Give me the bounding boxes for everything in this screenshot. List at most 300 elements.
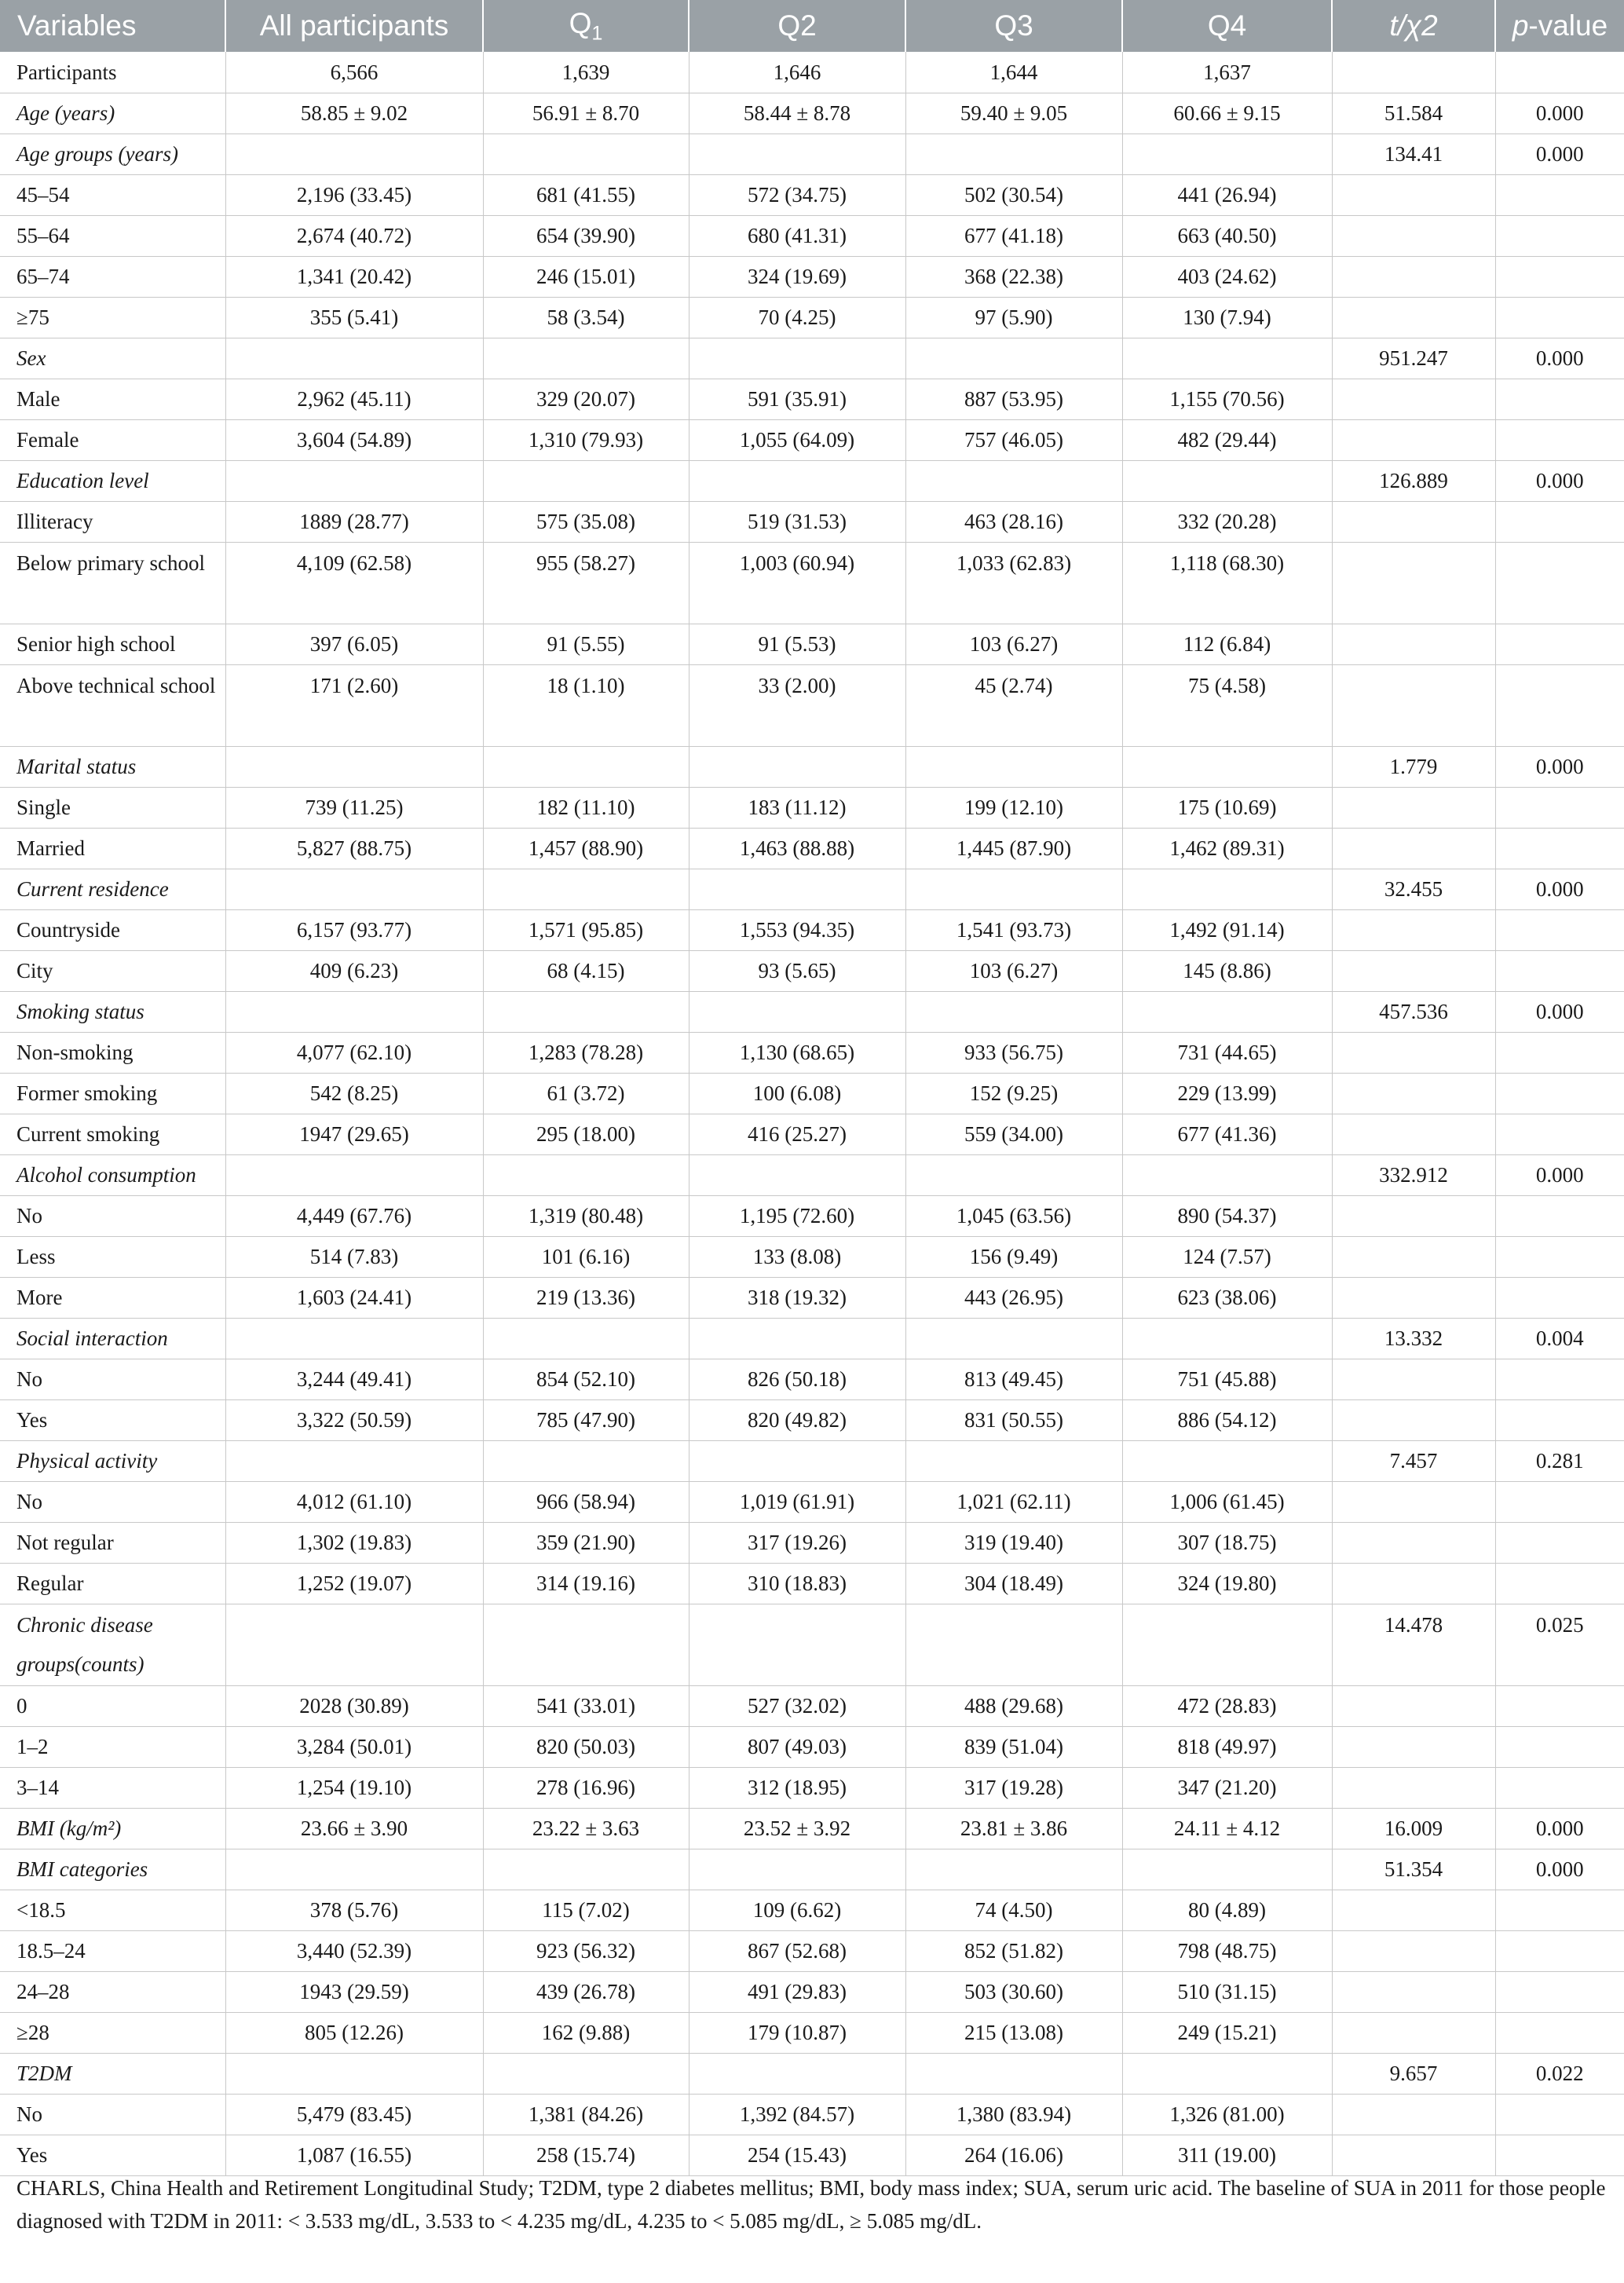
cell-p-value: 0.004: [1495, 1318, 1624, 1359]
cell-statistic: [1332, 256, 1495, 297]
cell-q4: 751 (45.88): [1122, 1359, 1332, 1399]
cell-q2: 416 (25.27): [689, 1114, 905, 1154]
cell-p-value: 0.000: [1495, 338, 1624, 379]
cell-all-participants: 4,109 (62.58): [225, 542, 483, 624]
cell-q2: [689, 1318, 905, 1359]
cell-p-value: [1495, 1563, 1624, 1604]
cell-all-participants: 6,566: [225, 52, 483, 93]
table-row: [0, 419, 1624, 460]
table-row: [0, 746, 1624, 787]
cell-q3: [905, 338, 1122, 379]
table-row: [0, 52, 1624, 93]
cell-q3: 215 (13.08): [905, 2012, 1122, 2053]
cell-p-value: [1495, 1767, 1624, 1808]
cell-statistic: 13.332: [1332, 1318, 1495, 1359]
table-row: [0, 787, 1624, 828]
cell-q4: 1,118 (68.30): [1122, 542, 1332, 624]
cell-q1: 575 (35.08): [483, 501, 689, 542]
cell-q3: 1,445 (87.90): [905, 828, 1122, 869]
cell-statistic: [1332, 1685, 1495, 1726]
cell-q3: 152 (9.25): [905, 1073, 1122, 1114]
cell-p-value: [1495, 1685, 1624, 1726]
cell-q2: 680 (41.31): [689, 215, 905, 256]
cell-q2: [689, 1849, 905, 1890]
cell-q1: 439 (26.78): [483, 1971, 689, 2012]
cell-all-participants: 4,077 (62.10): [225, 1032, 483, 1073]
cell-statistic: [1332, 501, 1495, 542]
cell-all-participants: 514 (7.83): [225, 1236, 483, 1277]
cell-q2: 1,130 (68.65): [689, 1032, 905, 1073]
cell-all-participants: [225, 746, 483, 787]
cell-all-participants: [225, 338, 483, 379]
cell-all-participants: [225, 1849, 483, 1890]
table-row: [0, 1685, 1624, 1726]
cell-q1: 1,381 (84.26): [483, 2094, 689, 2135]
cell-p-value: [1495, 1032, 1624, 1073]
cell-statistic: [1332, 542, 1495, 624]
cell-q2: [689, 2053, 905, 2094]
header-q1: $Q_1$: [483, 0, 689, 52]
cell-q4: 130 (7.94): [1122, 297, 1332, 338]
cell-all-participants: 397 (6.05): [225, 624, 483, 664]
table-row: [0, 1767, 1624, 1808]
cell-q4: [1122, 460, 1332, 501]
cell-all-participants: 1,341 (20.42): [225, 256, 483, 297]
cell-q4: 1,637: [1122, 52, 1332, 93]
cell-statistic: 16.009: [1332, 1808, 1495, 1849]
cell-q2: 867 (52.68): [689, 1930, 905, 1971]
cell-q3: 502 (30.54): [905, 174, 1122, 215]
cell-all-participants: 23.66 ± 3.90: [225, 1808, 483, 1849]
cell-statistic: 14.478: [1332, 1604, 1495, 1685]
cell-q2: [689, 991, 905, 1032]
cell-statistic: [1332, 1277, 1495, 1318]
table-row: [0, 2135, 1624, 2175]
cell-q2: 1,003 (60.94): [689, 542, 905, 624]
cell-statistic: [1332, 2094, 1495, 2135]
cell-q4: [1122, 1440, 1332, 1481]
cell-all-participants: 739 (11.25): [225, 787, 483, 828]
cell-variable: BMI (kg/m²): [0, 1808, 225, 1849]
cell-q3: 1,380 (83.94): [905, 2094, 1122, 2135]
cell-p-value: [1495, 297, 1624, 338]
cell-q4: 1,155 (70.56): [1122, 379, 1332, 419]
cell-q2: 183 (11.12): [689, 787, 905, 828]
cell-q4: [1122, 1604, 1332, 1685]
cell-q3: [905, 991, 1122, 1032]
cell-p-value: [1495, 174, 1624, 215]
table-row: [0, 909, 1624, 950]
cell-all-participants: 1,252 (19.07): [225, 1563, 483, 1604]
cell-variable: Education level: [0, 460, 225, 501]
table-row: [0, 542, 1624, 624]
cell-all-participants: 6,157 (93.77): [225, 909, 483, 950]
table-row: [0, 134, 1624, 174]
cell-variable: 3–14: [0, 1767, 225, 1808]
cell-statistic: [1332, 419, 1495, 460]
cell-statistic: [1332, 624, 1495, 664]
cell-p-value: [1495, 256, 1624, 297]
cell-q1: 1,571 (95.85): [483, 909, 689, 950]
cell-q3: 677 (41.18): [905, 215, 1122, 256]
cell-q3: 59.40 ± 9.05: [905, 93, 1122, 134]
cell-all-participants: [225, 1440, 483, 1481]
cell-q4: 60.66 ± 9.15: [1122, 93, 1332, 134]
cell-q1: [483, 460, 689, 501]
cell-q2: 23.52 ± 3.92: [689, 1808, 905, 1849]
cell-all-participants: 171 (2.60): [225, 664, 483, 746]
cell-variable: Age groups (years): [0, 134, 225, 174]
cell-q1: 18 (1.10): [483, 664, 689, 746]
cell-variable: Male: [0, 379, 225, 419]
cell-statistic: [1332, 1073, 1495, 1114]
cell-q4: 124 (7.57): [1122, 1236, 1332, 1277]
table-row: [0, 297, 1624, 338]
cell-q3: 443 (26.95): [905, 1277, 1122, 1318]
cell-q2: 491 (29.83): [689, 1971, 905, 2012]
cell-statistic: [1332, 1399, 1495, 1440]
table-row: [0, 460, 1624, 501]
cell-p-value: [1495, 1890, 1624, 1930]
cell-q4: [1122, 869, 1332, 909]
cell-q4: 510 (31.15): [1122, 1971, 1332, 2012]
cell-q1: 58 (3.54): [483, 297, 689, 338]
cell-p-value: [1495, 379, 1624, 419]
cell-variable: Participants: [0, 52, 225, 93]
cell-variable: Marital status: [0, 746, 225, 787]
cell-q3: 45 (2.74): [905, 664, 1122, 746]
cell-q2: 58.44 ± 8.78: [689, 93, 905, 134]
cell-q4: 229 (13.99): [1122, 1073, 1332, 1114]
cell-q3: 319 (19.40): [905, 1522, 1122, 1563]
cell-q4: [1122, 1154, 1332, 1195]
cell-q3: 304 (18.49): [905, 1563, 1122, 1604]
cell-q2: 179 (10.87): [689, 2012, 905, 2053]
header-row: [0, 0, 1624, 52]
cell-q3: 103 (6.27): [905, 624, 1122, 664]
cell-p-value: [1495, 1399, 1624, 1440]
cell-all-participants: 1,254 (19.10): [225, 1767, 483, 1808]
cell-q4: 890 (54.37): [1122, 1195, 1332, 1236]
cell-q3: [905, 869, 1122, 909]
cell-statistic: [1332, 2135, 1495, 2175]
cell-p-value: 0.022: [1495, 2053, 1624, 2094]
cell-q2: 1,195 (72.60): [689, 1195, 905, 1236]
cell-p-value: 0.000: [1495, 869, 1624, 909]
cell-statistic: 51.354: [1332, 1849, 1495, 1890]
cell-q4: 311 (19.00): [1122, 2135, 1332, 2175]
cell-q3: [905, 1604, 1122, 1685]
cell-all-participants: 4,449 (67.76): [225, 1195, 483, 1236]
cell-variable: Not regular: [0, 1522, 225, 1563]
table-row: [0, 2012, 1624, 2053]
cell-variable: Female: [0, 419, 225, 460]
cell-q1: 1,639: [483, 52, 689, 93]
cell-all-participants: 3,244 (49.41): [225, 1359, 483, 1399]
cell-q3: 1,541 (93.73): [905, 909, 1122, 950]
header-q3: Q3: [905, 0, 1122, 52]
table-row: [0, 828, 1624, 869]
cell-q3: 97 (5.90): [905, 297, 1122, 338]
table-row: [0, 991, 1624, 1032]
cell-variable: <18.5: [0, 1890, 225, 1930]
cell-q4: 24.11 ± 4.12: [1122, 1808, 1332, 1849]
cell-all-participants: 1943 (29.59): [225, 1971, 483, 2012]
cell-q1: [483, 1604, 689, 1685]
cell-variable: No: [0, 2094, 225, 2135]
cell-variable: Physical activity: [0, 1440, 225, 1481]
cell-q3: 317 (19.28): [905, 1767, 1122, 1808]
cell-q1: 541 (33.01): [483, 1685, 689, 1726]
cell-q2: [689, 1154, 905, 1195]
cell-q2: [689, 869, 905, 909]
cell-variable: ≥75: [0, 297, 225, 338]
table-body: [0, 52, 1624, 2175]
cell-p-value: [1495, 1073, 1624, 1114]
cell-p-value: [1495, 1522, 1624, 1563]
cell-q1: 681 (41.55): [483, 174, 689, 215]
cell-q4: 403 (24.62): [1122, 256, 1332, 297]
cell-q3: 831 (50.55): [905, 1399, 1122, 1440]
cell-p-value: [1495, 1236, 1624, 1277]
cell-variable: Former smoking: [0, 1073, 225, 1114]
table-row: [0, 1481, 1624, 1522]
cell-variable: Married: [0, 828, 225, 869]
cell-q4: 886 (54.12): [1122, 1399, 1332, 1440]
cell-statistic: 32.455: [1332, 869, 1495, 909]
cell-statistic: [1332, 909, 1495, 950]
cell-all-participants: 3,440 (52.39): [225, 1930, 483, 1971]
header-q4: Q4: [1122, 0, 1332, 52]
cell-q4: 818 (49.97): [1122, 1726, 1332, 1767]
cell-p-value: [1495, 52, 1624, 93]
cell-statistic: 51.584: [1332, 93, 1495, 134]
cell-q1: 785 (47.90): [483, 1399, 689, 1440]
table-row: [0, 1440, 1624, 1481]
cell-q3: [905, 1849, 1122, 1890]
cell-q2: [689, 1440, 905, 1481]
cell-statistic: [1332, 1481, 1495, 1522]
cell-q1: 278 (16.96): [483, 1767, 689, 1808]
cell-all-participants: 1947 (29.65): [225, 1114, 483, 1154]
cell-variable: 55–64: [0, 215, 225, 256]
cell-variable: No: [0, 1359, 225, 1399]
cell-q4: 1,492 (91.14): [1122, 909, 1332, 950]
cell-all-participants: 2,962 (45.11): [225, 379, 483, 419]
cell-all-participants: [225, 991, 483, 1032]
cell-q1: 820 (50.03): [483, 1726, 689, 1767]
cell-statistic: [1332, 52, 1495, 93]
cell-p-value: [1495, 2135, 1624, 2175]
table-row: [0, 869, 1624, 909]
cell-statistic: [1332, 1563, 1495, 1604]
table-row: [0, 1359, 1624, 1399]
cell-statistic: [1332, 1890, 1495, 1930]
table-row: [0, 1604, 1624, 1685]
cell-q3: [905, 1154, 1122, 1195]
header-all-participants: All participants: [225, 0, 483, 52]
cell-all-participants: 1,302 (19.83): [225, 1522, 483, 1563]
cell-q4: [1122, 1318, 1332, 1359]
cell-q1: 359 (21.90): [483, 1522, 689, 1563]
cell-q1: 1,283 (78.28): [483, 1032, 689, 1073]
cell-variable: Alcohol consumption: [0, 1154, 225, 1195]
cell-p-value: [1495, 787, 1624, 828]
cell-q4: 1,006 (61.45): [1122, 1481, 1332, 1522]
table-row: [0, 1971, 1624, 2012]
cell-all-participants: 3,604 (54.89): [225, 419, 483, 460]
cell-all-participants: [225, 1318, 483, 1359]
cell-statistic: [1332, 215, 1495, 256]
cell-q2: 93 (5.65): [689, 950, 905, 991]
cell-q3: 23.81 ± 3.86: [905, 1808, 1122, 1849]
cell-q1: [483, 134, 689, 174]
cell-q2: 807 (49.03): [689, 1726, 905, 1767]
cell-statistic: [1332, 379, 1495, 419]
cell-q2: [689, 746, 905, 787]
cell-all-participants: 58.85 ± 9.02: [225, 93, 483, 134]
cell-q3: 199 (12.10): [905, 787, 1122, 828]
table-row: [0, 1399, 1624, 1440]
cell-all-participants: 5,479 (83.45): [225, 2094, 483, 2135]
cell-all-participants: 1,087 (16.55): [225, 2135, 483, 2175]
cell-q2: 1,055 (64.09): [689, 419, 905, 460]
cell-q2: 100 (6.08): [689, 1073, 905, 1114]
cell-q2: 70 (4.25): [689, 297, 905, 338]
cell-q4: [1122, 746, 1332, 787]
cell-q1: [483, 869, 689, 909]
cell-statistic: 7.457: [1332, 1440, 1495, 1481]
cell-statistic: [1332, 1114, 1495, 1154]
cell-q1: 1,457 (88.90): [483, 828, 689, 869]
cell-statistic: [1332, 1726, 1495, 1767]
cell-variable: Single: [0, 787, 225, 828]
header-q2: Q2: [689, 0, 905, 52]
cell-q1: 68 (4.15): [483, 950, 689, 991]
cell-statistic: [1332, 950, 1495, 991]
cell-variable: Smoking status: [0, 991, 225, 1032]
cell-q4: 441 (26.94): [1122, 174, 1332, 215]
cell-q1: [483, 746, 689, 787]
cell-q1: 23.22 ± 3.63: [483, 1808, 689, 1849]
cell-q4: 347 (21.20): [1122, 1767, 1332, 1808]
cell-all-participants: 2028 (30.89): [225, 1685, 483, 1726]
cell-p-value: [1495, 1195, 1624, 1236]
cell-variable: Current residence: [0, 869, 225, 909]
cell-p-value: [1495, 950, 1624, 991]
cell-statistic: [1332, 2012, 1495, 2053]
cell-q1: 61 (3.72): [483, 1073, 689, 1114]
cell-q1: 115 (7.02): [483, 1890, 689, 1930]
cell-q2: 312 (18.95): [689, 1767, 905, 1808]
cell-q1: 923 (56.32): [483, 1930, 689, 1971]
cell-variable: Senior high school: [0, 624, 225, 664]
cell-q1: 91 (5.55): [483, 624, 689, 664]
cell-q4: [1122, 1849, 1332, 1890]
cell-statistic: [1332, 1236, 1495, 1277]
cell-q3: 839 (51.04): [905, 1726, 1122, 1767]
cell-variable: T2DM: [0, 2053, 225, 2094]
cell-q1: [483, 1440, 689, 1481]
cell-q4: 145 (8.86): [1122, 950, 1332, 991]
cell-q4: 112 (6.84): [1122, 624, 1332, 664]
cell-variable: Social interaction: [0, 1318, 225, 1359]
cell-q4: 677 (41.36): [1122, 1114, 1332, 1154]
cell-q3: [905, 460, 1122, 501]
cell-q2: 1,392 (84.57): [689, 2094, 905, 2135]
cell-q2: 591 (35.91): [689, 379, 905, 419]
table-row: [0, 1277, 1624, 1318]
cell-q3: [905, 1440, 1122, 1481]
cell-q4: [1122, 991, 1332, 1032]
cell-q4: [1122, 338, 1332, 379]
cell-statistic: [1332, 828, 1495, 869]
header-variables: Variables: [0, 0, 225, 52]
cell-variable: 0: [0, 1685, 225, 1726]
cell-statistic: 1.779: [1332, 746, 1495, 787]
header-p-value: p-value: [1512, 9, 1608, 42]
cell-variable: City: [0, 950, 225, 991]
cell-variable: 1–2: [0, 1726, 225, 1767]
cell-q2: 572 (34.75): [689, 174, 905, 215]
cell-q2: [689, 134, 905, 174]
cell-all-participants: [225, 460, 483, 501]
cell-q2: 519 (31.53): [689, 501, 905, 542]
cell-statistic: [1332, 1971, 1495, 2012]
cell-all-participants: 2,674 (40.72): [225, 215, 483, 256]
table-row: [0, 379, 1624, 419]
table-footnote: CHARLS, China Health and Retirement Longitudinal Study; T2DM, type 2 diabetes mellitus; BMI, body mass index; SUA, serum uric acid. The baseline of SUA in 2011 for those people diagnosed with T2DM in 2011: < 3.533 mg/dL, 3.533 to < 4.235 mg/dL, 4.235 to < 5.085 mg/dL, ≥ 5.085 mg/dL.: [16, 2176, 1606, 2233]
cell-q4: [1122, 134, 1332, 174]
table-row: [0, 1930, 1624, 1971]
cell-statistic: 134.41: [1332, 134, 1495, 174]
cell-p-value: [1495, 1359, 1624, 1399]
cell-q3: 488 (29.68): [905, 1685, 1122, 1726]
cell-statistic: [1332, 1032, 1495, 1073]
cell-variable: Illiteracy: [0, 501, 225, 542]
cell-variable: No: [0, 1195, 225, 1236]
cell-p-value: 0.000: [1495, 1154, 1624, 1195]
cell-q4: 482 (29.44): [1122, 419, 1332, 460]
cell-q1: [483, 338, 689, 379]
cell-q3: 74 (4.50): [905, 1890, 1122, 1930]
cell-q3: 852 (51.82): [905, 1930, 1122, 1971]
table-row: [0, 1236, 1624, 1277]
cell-p-value: [1495, 1971, 1624, 2012]
cell-q3: [905, 1318, 1122, 1359]
cell-q4: 798 (48.75): [1122, 1930, 1332, 1971]
table-row: [0, 1318, 1624, 1359]
cell-all-participants: 4,012 (61.10): [225, 1481, 483, 1522]
cell-q3: 503 (30.60): [905, 1971, 1122, 2012]
cell-statistic: [1332, 1767, 1495, 1808]
cell-q1: 314 (19.16): [483, 1563, 689, 1604]
cell-q2: 1,019 (61.91): [689, 1481, 905, 1522]
cell-q2: 324 (19.69): [689, 256, 905, 297]
cell-all-participants: 542 (8.25): [225, 1073, 483, 1114]
table-row: [0, 1563, 1624, 1604]
header-statistic: t/χ2: [1332, 0, 1495, 52]
cell-q4: 80 (4.89): [1122, 1890, 1332, 1930]
cell-all-participants: [225, 1154, 483, 1195]
table-row: [0, 1890, 1624, 1930]
cell-q4: 731 (44.65): [1122, 1032, 1332, 1073]
cell-q1: 966 (58.94): [483, 1481, 689, 1522]
cell-q1: [483, 1849, 689, 1890]
table-header: [0, 0, 1624, 52]
cell-q4: 75 (4.58): [1122, 664, 1332, 746]
table-row: [0, 1808, 1624, 1849]
